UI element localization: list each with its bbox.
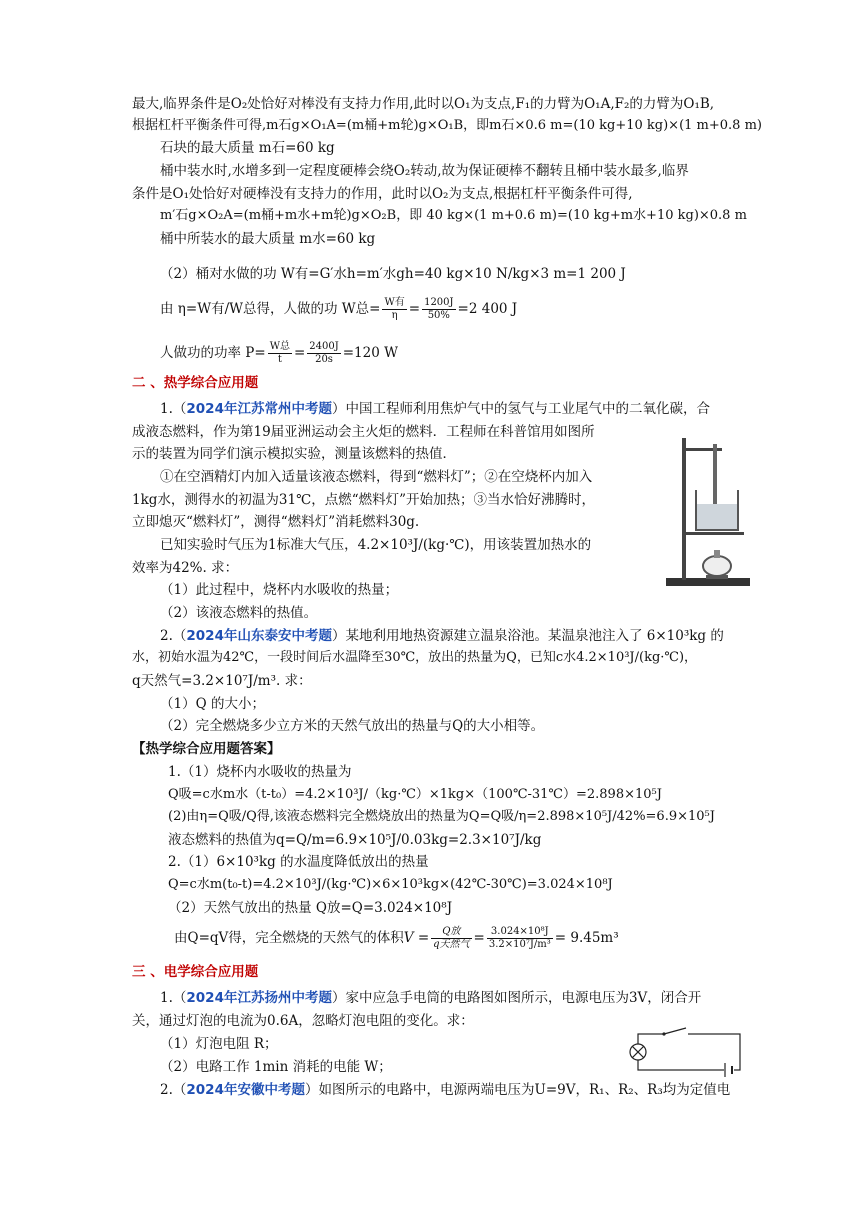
numerator: Q放	[431, 926, 471, 939]
text-line: 立即熄灭“燃料灯”，测得“燃料灯”消耗燃料30g.	[132, 514, 420, 530]
answer-heading: 【热学综合应用题答案】	[132, 741, 281, 757]
numerator: W总	[269, 341, 290, 352]
question-number: 1.（	[160, 401, 187, 417]
numerator: 1200J	[424, 297, 454, 308]
fraction	[307, 341, 340, 366]
text-line: 效率为42%. 求：	[132, 560, 239, 576]
text-line: 关，通过灯泡的电流为0.6A，忽略灯泡电阻的变化。求：	[132, 1013, 474, 1029]
answer-line: (2)由η=Q吸/Q得,该液态燃料完全燃烧放出的热量为Q=Q吸/η=2.898×10⁵J/42%=6.9×10⁵J	[168, 809, 715, 824]
question-1-line	[160, 399, 710, 419]
lamp-base	[706, 575, 728, 579]
work-equation	[160, 294, 517, 324]
fraction	[431, 926, 471, 951]
question-source: 2024年江苏常州中考题	[186, 401, 332, 417]
equals: =	[408, 301, 421, 317]
text-line: 示的装置为同学们演示模拟实验，测量该燃料的热值．	[132, 446, 456, 462]
text-line: 已知实验时气压为1标准大气压，4.2×10³J/(kg·℃)，用该装置加热水的	[160, 537, 592, 553]
equation-text: 人做功的功率 P=	[160, 345, 266, 361]
power-equation	[160, 338, 398, 368]
answer-line: Q=c水m(t₀-t)=4.2×10³J/(kg·℃)×6×10³kg×(42℃-30℃)=3.024×10⁸J	[168, 877, 613, 892]
denominator: 20s	[315, 354, 333, 365]
switch-contact	[662, 1032, 665, 1035]
question-1-line	[160, 988, 701, 1008]
equation-result: =120 W	[342, 345, 398, 361]
equals: =	[293, 345, 306, 361]
question-text: ）如图所示的电路中，电源两端电压为U=9V，R₁、R₂、R₃均为定值电	[304, 1082, 731, 1098]
text-line: q天然气=3.2×10⁷J/m³. 求：	[132, 673, 312, 689]
numerator: W有	[384, 297, 405, 308]
sub-question: （1）灯泡电阻 R；	[160, 1036, 278, 1052]
stand-rod	[682, 438, 686, 580]
question-number: 2.（	[160, 1082, 187, 1098]
text-line: 条件是O₁处恰好对硬棒没有支持力的作用，此时以O₂为支点,根据杠杆平衡条件可得,	[132, 186, 633, 202]
ring-support	[682, 532, 744, 535]
question-source: 2024年安徽中考题	[186, 1082, 305, 1098]
fraction	[487, 926, 553, 951]
volume-equation	[174, 922, 619, 954]
text-line: 根据杠杆平衡条件可得,m石g×O₁A=(m桶+m轮)g×O₁B，即m石×0.6 m=(10 kg+10 kg)×(1 m+0.8 m)	[132, 118, 762, 133]
stand-base	[666, 578, 750, 586]
equation-text: 由Q=qV得，完全燃烧的天然气的体积	[174, 930, 404, 946]
question-text: ）某地利用地热资源建立温泉浴池。某温泉池注入了 6×10³kg 的	[331, 628, 724, 644]
text-line: 水，初始水温为42℃，一段时间后水温降至30℃，放出的热量为Q，已知c水4.2×10³J/(kg·℃)，	[132, 650, 698, 665]
text-line: m′石g×O₂A=(m桶+m水+m轮)g×O₂B，即 40 kg×(1 m+0.6 m)=(10 kg+m水+10 kg)×0.8 m	[160, 208, 747, 223]
fraction	[382, 297, 406, 322]
question-source: 2024年山东泰安中考题	[186, 628, 332, 644]
fraction	[268, 341, 292, 366]
lamp-wick	[714, 550, 720, 558]
answer-line: 液态燃料的热值为q=Q/m=6.9×10⁵J/0.03kg=2.3×10⁷J/kg	[168, 832, 542, 848]
question-text: ）中国工程师利用焦炉气中的氢气与工业尾气中的二氧化碳，合	[331, 401, 710, 417]
sub-question: （2）电路工作 1min 消耗的电能 W；	[160, 1059, 392, 1075]
question-number: 2.（	[160, 628, 187, 644]
section-heading-thermal: 二 、热学综合应用题	[132, 375, 259, 391]
question-2-line	[160, 1080, 730, 1100]
denominator: q天然气	[433, 939, 470, 950]
question-text: ）家中应急手电筒的电路图如图所示，电源电压为3V，闭合开	[331, 990, 702, 1006]
numerator: 3.024×10⁸J	[487, 926, 553, 939]
answer-line: 1.（1）烧杯内水吸收的热量为	[168, 764, 352, 780]
denominator: t	[277, 354, 282, 365]
text-line: 桶中装水时,水增多到一定程度硬棒会绕O₂转动,故为保证硬棒不翻转且桶中装水最多,临界	[160, 163, 689, 179]
variable: V =	[403, 930, 430, 946]
equation-text: 由 η=W有/W总得，人做的功 W总=	[160, 301, 381, 317]
sub-question: （1）Q 的大小；	[160, 696, 265, 712]
answer-line: Q吸=c水m水（t-t₀）=4.2×10³J/（kg·℃）×1kg×（100℃-31℃）=2.898×10⁵J	[168, 787, 662, 802]
numerator: 2400J	[309, 341, 339, 352]
equals: =	[473, 930, 485, 946]
text-line: 1kg水，测得水的初温为31℃，点燃“燃料灯”开始加热；③当水恰好沸腾时，	[132, 492, 595, 508]
denominator: 3.2×10⁷J/m³	[488, 939, 551, 950]
question-source: 2024年江苏扬州中考题	[186, 990, 332, 1006]
question-2-line	[160, 626, 724, 646]
question-number: 1.（	[160, 990, 187, 1006]
answer-line: （2）天然气放出的热量 Q放=Q=3.024×10⁸J	[168, 900, 453, 916]
text-line: 最大,临界条件是O₂处恰好对棒没有支持力作用,此时以O₁为支点,F₁的力臂为O₁A,F₂的力臂为O₁B,	[132, 96, 715, 112]
sub-question: （2）完全燃烧多少立方米的天然气放出的热量与Q的大小相等。	[160, 718, 545, 734]
text-line: 成液态燃料，作为第19届亚洲运动会主火炬的燃料．工程师在科普馆用如图所	[132, 424, 595, 440]
section-heading-electric: 三 、电学综合应用题	[132, 964, 259, 980]
text-line: 桶中所装水的最大质量 m水=60 kg	[160, 231, 376, 247]
sub-question: （1）此过程中，烧杯内水吸收的热量；	[160, 582, 399, 598]
equation-result: = 9.45m³	[554, 930, 619, 946]
text-line: （2）桶对水做的功 W有=G′水h=m′水gh=40 kg×10 N/kg×3 m=1 200 J	[160, 266, 626, 282]
denominator: 50%	[427, 310, 450, 321]
fraction	[422, 297, 455, 322]
equation-result: =2 400 J	[457, 301, 518, 317]
fuel-lamp	[703, 556, 731, 576]
sub-question: （2）该液态燃料的热值。	[160, 605, 318, 621]
text-line: 石块的最大质量 m石=60 kg	[160, 140, 335, 156]
answer-line: 2.（1）6×10³kg 的水温度降低放出的热量	[168, 854, 429, 870]
heating-apparatus-figure	[660, 432, 756, 590]
water	[697, 504, 737, 529]
flashlight-circuit-figure	[624, 1026, 748, 1078]
denominator: η	[391, 310, 398, 321]
text-line: ①在空酒精灯内加入适量该液态燃料，得到“燃料灯”；②在空烧杯内加入	[160, 469, 593, 485]
